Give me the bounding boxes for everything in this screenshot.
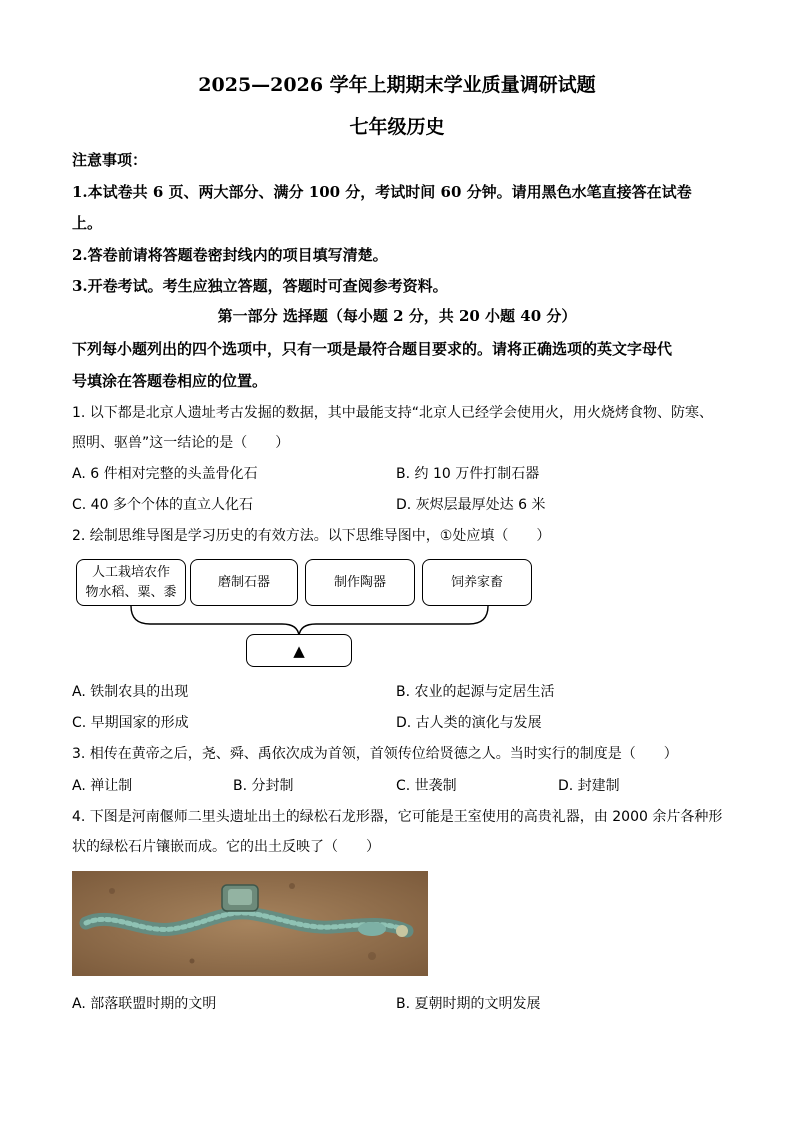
section-title: 第一部分 选择题（每小题 2 分，共 20 小题 40 分） xyxy=(217,307,577,325)
turquoise-dragon-photo xyxy=(72,871,428,976)
section-instruction: 号填涂在答题卷相应的位置。 xyxy=(72,372,268,390)
notes-item: 1.本试卷共 6 页、两大部分、满分 100 分，考试时间 60 分钟。请用黑色水笔直接答在试卷 xyxy=(72,183,692,201)
section-instruction: 下列每小题列出的四个选项中，只有一项是最符合题目要求的。请将正确选项的英文字母代 xyxy=(72,340,673,358)
mindmap-target-box: ▲ xyxy=(246,634,352,667)
mindmap-box-stone-tools: 磨制石器 xyxy=(190,559,298,606)
option-c[interactable]: C. 世袭制 xyxy=(396,778,457,794)
option-b[interactable]: B. 夏朝时期的文明发展 xyxy=(396,996,541,1012)
notes-item: 3.开卷考试。考生应独立答题，答题时可查阅参考资料。 xyxy=(72,277,448,295)
option-b[interactable]: B. 分封制 xyxy=(233,778,294,794)
mindmap-brace xyxy=(70,604,540,638)
option-d[interactable]: D. 古人类的演化与发展 xyxy=(396,715,542,731)
option-a[interactable]: A. 部落联盟时期的文明 xyxy=(72,996,217,1012)
notes-item: 上。 xyxy=(72,214,103,232)
option-c[interactable]: C. 早期国家的形成 xyxy=(72,715,189,731)
option-d[interactable]: D. 灰烬层最厚处达 6 米 xyxy=(396,497,546,513)
question-2-stem: 2. 绘制思维导图是学习历史的有效方法。以下思维导图中，①处应填（ ） xyxy=(72,528,551,544)
question-3-stem: 3. 相传在黄帝之后，尧、舜、禹依次成为首领，首领传位给贤德之人。当时实行的制度是（ ） xyxy=(72,746,678,762)
exam-subtitle: 七年级历史 xyxy=(349,116,445,138)
question-4-stem: 4. 下图是河南偃师二里头遗址出土的绿松石龙形器，它可能是王室使用的高贵礼器，由 2000 余片各种形 xyxy=(72,809,723,825)
question-4-stem: 状的绿松石片镶嵌而成。它的出土反映了（ ） xyxy=(72,839,380,855)
notes-item: 2.答卷前请将答题卷密封线内的项目填写清楚。 xyxy=(72,246,388,264)
option-c[interactable]: C. 40 多个个体的直立人化石 xyxy=(72,497,253,513)
question-1-stem: 1. 以下都是北京人遗址考古发掘的数据，其中最能支持“北京人已经学会使用火，用火烧烤食物、防寒、 xyxy=(72,405,714,421)
option-b[interactable]: B. 约 10 万件打制石器 xyxy=(396,466,540,482)
option-a[interactable]: A. 禅让制 xyxy=(72,778,133,794)
option-d[interactable]: D. 封建制 xyxy=(558,778,620,794)
exam-title: 2025—2026 学年上期期末学业质量调研试题 xyxy=(198,74,596,96)
mindmap-box-agriculture: 人工栽培农作 物水稻、粟、黍 xyxy=(76,559,186,606)
mindmap-box-livestock: 饲养家畜 xyxy=(422,559,532,606)
option-a[interactable]: A. 铁制农具的出现 xyxy=(72,684,189,700)
option-b[interactable]: B. 农业的起源与定居生活 xyxy=(396,684,555,700)
option-a[interactable]: A. 6 件相对完整的头盖骨化石 xyxy=(72,466,258,482)
notes-heading: 注意事项： xyxy=(72,151,148,169)
mindmap-box-pottery: 制作陶器 xyxy=(305,559,415,606)
question-1-stem: 照明、驱兽”这一结论的是（ ） xyxy=(72,435,290,451)
